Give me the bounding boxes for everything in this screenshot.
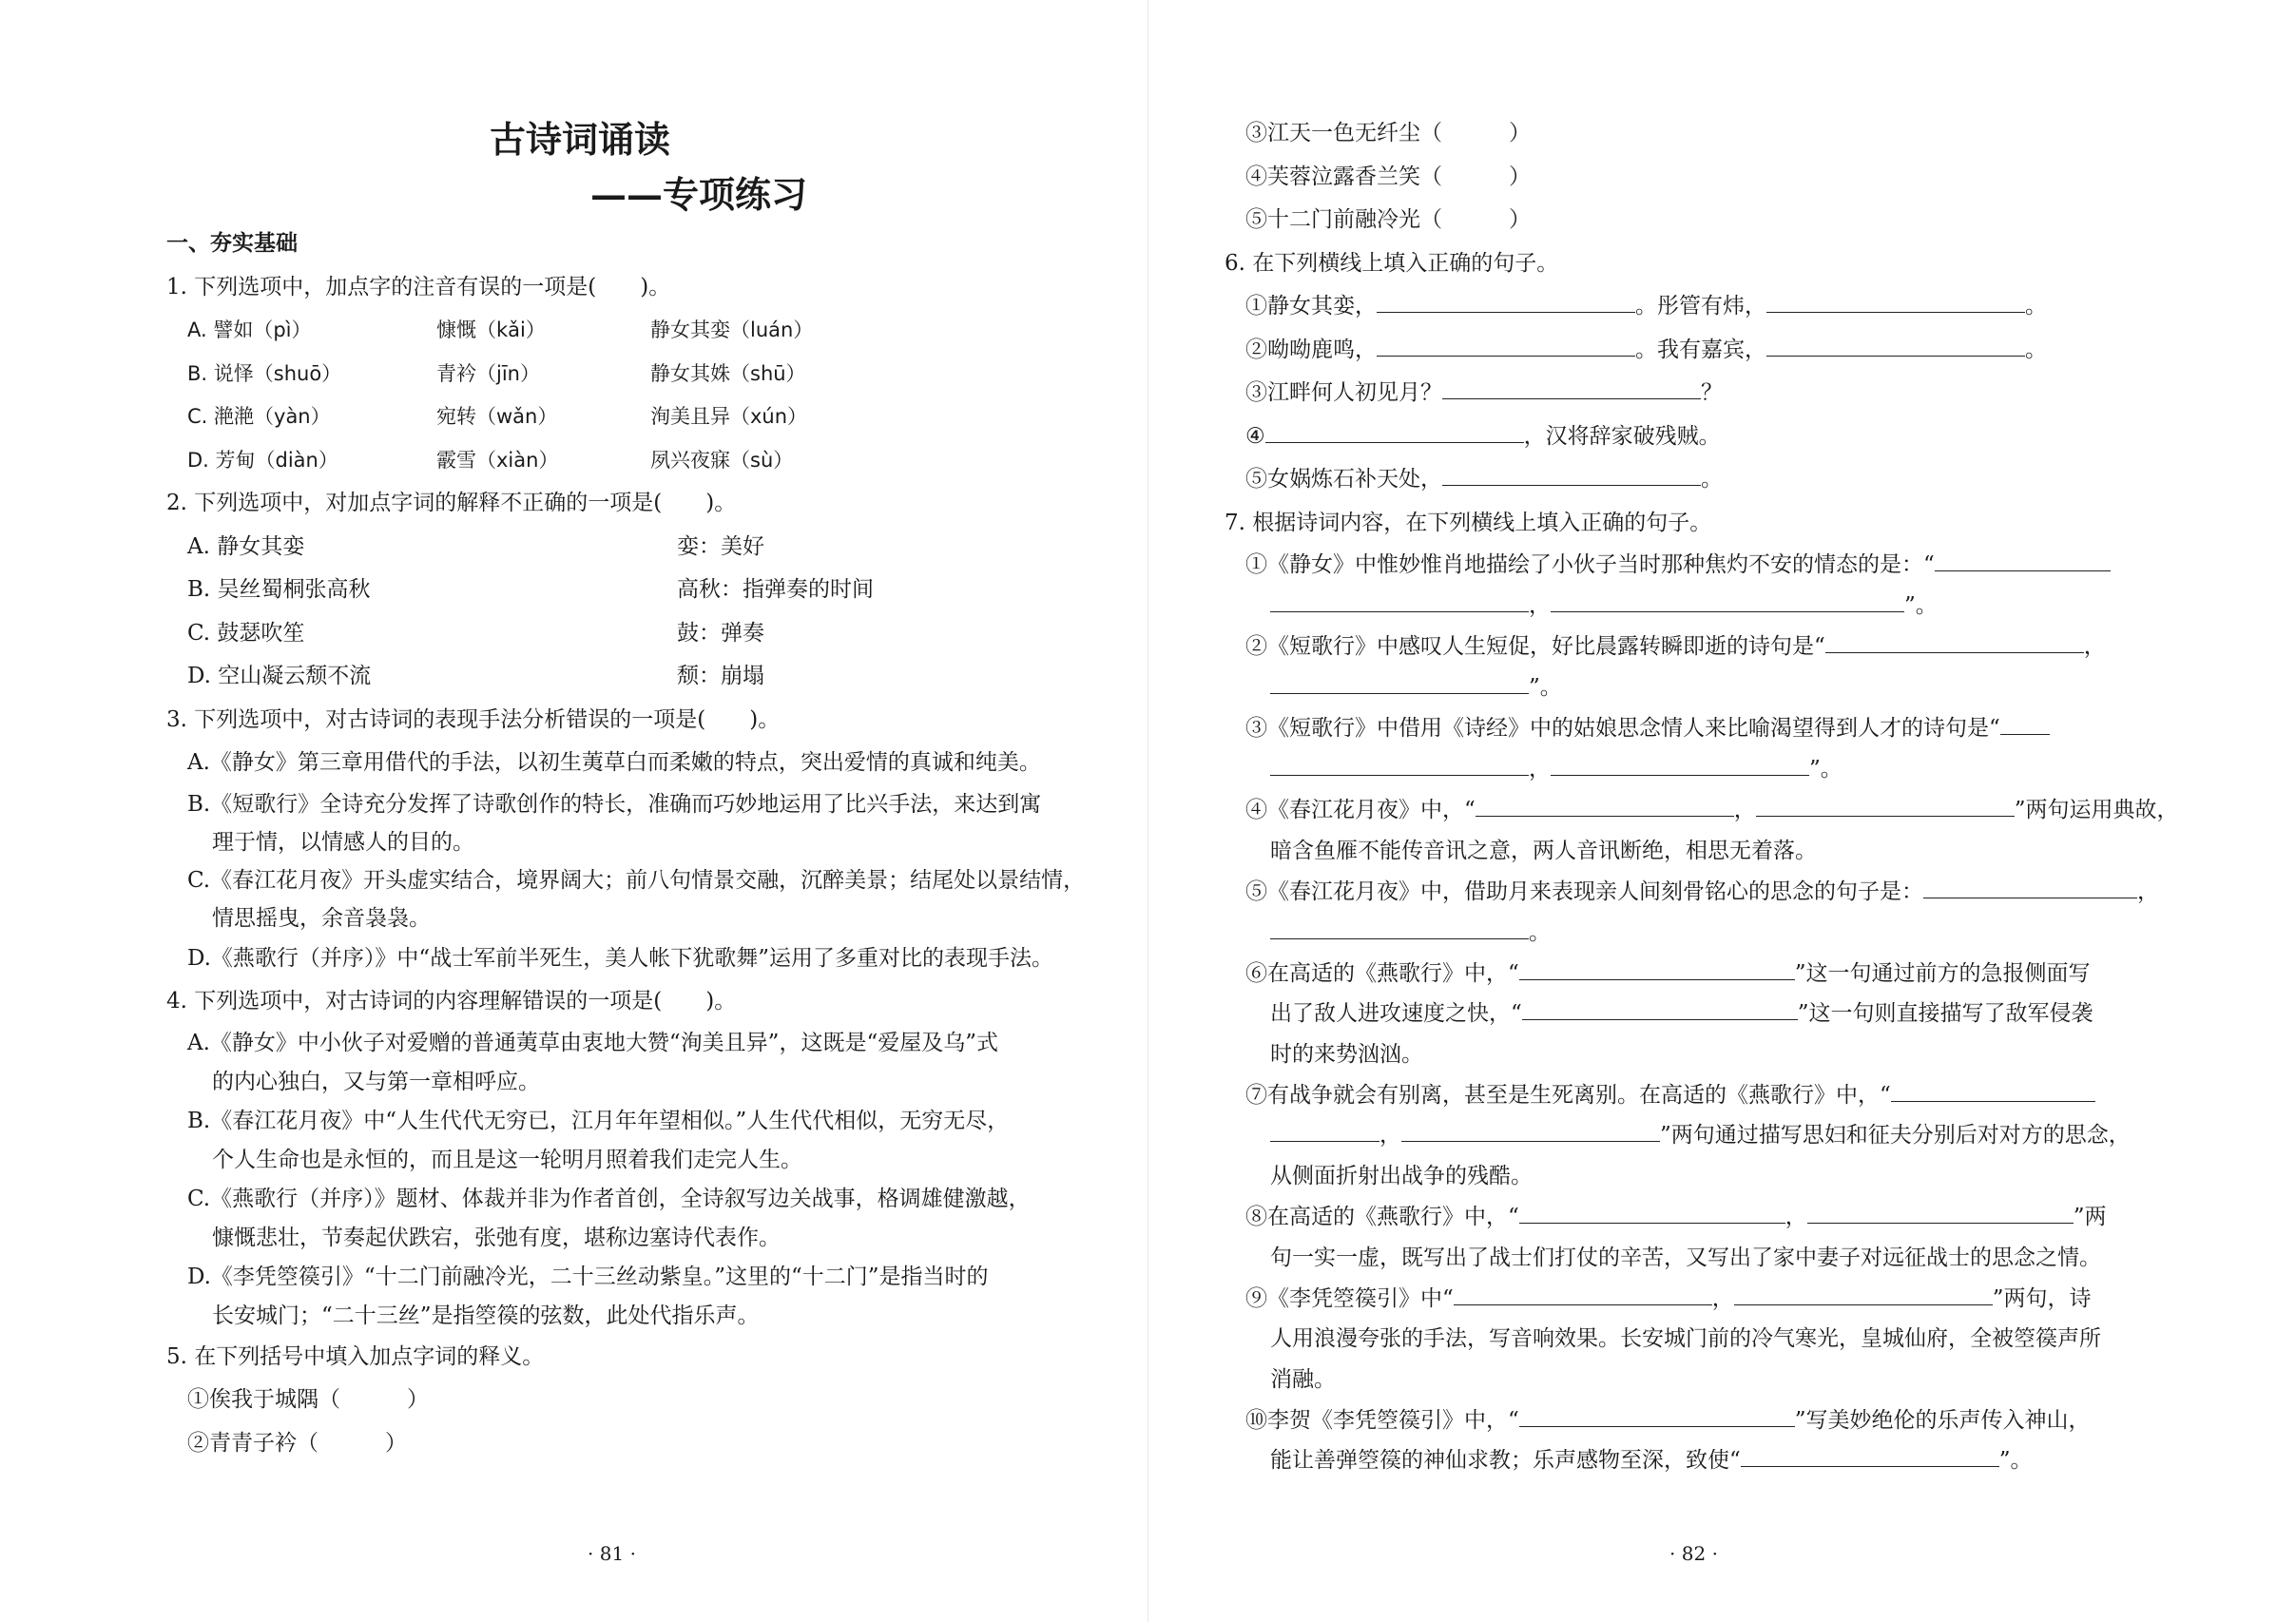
answer-blank[interactable] (1265, 419, 1524, 443)
answer-blank[interactable] (1935, 548, 2111, 571)
question-3-stem: 3. 下列选项中，对古诗词的表现手法分析错误的一项是( )。 (166, 706, 781, 732)
question-4-stem: 4. 下列选项中，对古诗词的内容理解错误的一项是( )。 (166, 989, 737, 1014)
answer-blank[interactable] (1807, 1200, 2074, 1224)
answer-blank[interactable] (1519, 956, 1795, 980)
question-7-item-7: ⑦有战争就会有别离，甚至是生死离别。在高适的《燕歌行》中，“ (1225, 1075, 2175, 1115)
page-number: · 82 · (1669, 1542, 1718, 1565)
question-3-option-b: B.《短歌行》全诗充分发挥了诗歌创作的特长，准确而巧妙地运用了比兴手法，来达到寓 (187, 791, 1042, 817)
question-7-item-3-cont: ， ”。 (1225, 748, 2175, 790)
question-4-option-c: C.《燕歌行（并序）》题材、体裁并非为作者首创，全诗叙写边关战事，格调雄健激越， (187, 1186, 1031, 1211)
page-subtitle: ——专项练习 (589, 173, 807, 216)
question-1-option-c: C. 滟滟（yàn） 宛转（wǎn） 洵美且异（xún） (187, 405, 808, 428)
question-2-option-d: D. 空山凝云颓不流 颓：崩塌 (187, 664, 764, 688)
question-3-option-c-cont: 情思摇曳，余音袅袅。 (212, 905, 431, 931)
question-7-item-1: ①《静女》中惟妙惟肖地描绘了小伙子当时那种焦灼不安的情态的是：“ (1225, 545, 2175, 585)
question-7-item-2-cont: ”。 (1225, 666, 2175, 708)
question-3-option-d: D.《燕歌行（并序）》中“战士军前半死生，美人帐下犹歌舞”运用了多重对比的表现手法。 (187, 945, 1053, 971)
question-2-option-a: A. 静女其娈 娈：美好 (187, 533, 764, 559)
question-4-option-d: D.《李凭箜篌引》“十二门前融冷光，二十三丝动紫皇。”这里的“十二门”是指当时的 (187, 1264, 989, 1289)
answer-blank[interactable] (1551, 589, 1904, 612)
answer-blank[interactable] (1270, 670, 1529, 694)
question-4-option-a: A.《静女》中小伙子对爱赠的普通荑草由衷地大赞“洵美且异”，这既是“爱屋及乌”式 (187, 1030, 998, 1055)
question-2-option-b: B. 吴丝蜀桐张高秋 高秋：指弹奏的时间 (187, 577, 874, 602)
question-7-item-4: ④《春江花月夜》中，“ ， ”两句运用典故， (1225, 790, 2175, 830)
question-6-item-3: ③江畔何人初见月？ ？ (1225, 372, 2175, 415)
answer-blank[interactable] (1270, 1118, 1380, 1142)
question-3-option-c: C.《春江花月夜》开头虚实结合，境界阔大；前八句情景交融，沉醉美景；结尾处以景结情， (187, 867, 1086, 893)
answer-blank[interactable] (1476, 793, 1734, 817)
question-5-item-5: ⑤十二门前融冷光（ ） (1245, 207, 1531, 232)
question-7-item-4-cont: 暗含鱼雁不能传音讯之意，两人音讯断绝，相思无着落。 (1270, 839, 1817, 863)
answer-blank[interactable] (1270, 916, 1529, 939)
question-6-stem: 6. 在下列横线上填入正确的句子。 (1225, 250, 1559, 276)
question-7-item-9: ⑨《李凭箜篌引》中“ ， ”两句，诗 (1225, 1279, 2175, 1319)
page-title: 古诗词诵读 (489, 118, 670, 161)
question-1-option-d: D. 芳甸（diàn） 霰雪（xiàn） 夙兴夜寐（sù） (187, 448, 794, 472)
question-5-item-4: ④芙蓉泣露香兰笑（ ） (1245, 164, 1531, 189)
question-7-item-9-cont2: 消融。 (1270, 1367, 1336, 1392)
question-6-item-4: ④ ，汉将辞家破残贼。 (1225, 415, 2175, 459)
question-7-stem: 7. 根据诗词内容，在下列横线上填入正确的句子。 (1225, 510, 1712, 535)
answer-blank[interactable] (1377, 333, 1635, 357)
question-4-option-a-cont: 的内心独白，又与第一章相呼应。 (212, 1069, 540, 1094)
question-7-item-9-cont: 人用浪漫夸张的手法，写音响效果。长安城门前的冷气寒光，皇城仙府，全被箜篌声所 (1270, 1326, 2101, 1351)
answer-blank[interactable] (1401, 1118, 1660, 1142)
question-2-option-c: C. 鼓瑟吹笙 鼓：弹奏 (187, 620, 764, 646)
left-column (166, 112, 1098, 1465)
answer-blank[interactable] (2000, 711, 2050, 735)
answer-blank[interactable] (1442, 462, 1701, 486)
answer-blank[interactable] (1891, 1078, 2095, 1102)
question-7-item-5: ⑤《春江花月夜》中，借助月来表现亲人间刻骨铭心的思念的句子是： ， (1225, 872, 2175, 912)
question-6-item-1: ①静女其娈， 。彤管有炜， 。 (1225, 285, 2175, 329)
question-1-option-a: A. 譬如（pì） 慷慨（kǎi） 静女其娈（luán） (187, 319, 814, 341)
question-6-item-5: ⑤女娲炼石补天处， 。 (1225, 458, 2175, 502)
answer-blank[interactable] (1825, 629, 2084, 653)
question-2-stem: 2. 下列选项中，对加点字词的解释不正确的一项是( )。 (166, 491, 737, 515)
question-7-item-8: ⑧在高适的《燕歌行》中，“ ， ”两 (1225, 1197, 2175, 1237)
answer-blank[interactable] (1923, 875, 2137, 898)
question-7-item-1-cont: ， ”。 (1225, 585, 2175, 627)
question-7-item-6-cont: 出了敌人进攻速度之快，“ ”这一句则直接描写了敌军侵袭 (1225, 994, 2175, 1033)
answer-blank[interactable] (1519, 1200, 1785, 1224)
question-4-option-b: B.《春江花月夜》中“人生代代无穷已，江月年年望相似。”人生代代相似，无穷无尽， (187, 1108, 1010, 1133)
question-5-item-1: ①俟我于城隅（ ） (187, 1387, 429, 1412)
answer-blank[interactable] (1766, 289, 2025, 313)
question-7-item-6-cont2: 时的来势汹汹。 (1270, 1042, 1423, 1067)
answer-blank[interactable] (1551, 752, 1809, 776)
page-number: · 81 · (588, 1542, 636, 1565)
question-7-item-10-cont: 能让善弹箜篌的神仙求教；乐声感物至深，致使“ ”。 (1225, 1440, 2175, 1480)
answer-blank[interactable] (1442, 376, 1701, 399)
answer-blank[interactable] (1766, 333, 2025, 357)
answer-blank[interactable] (1519, 1403, 1795, 1427)
question-3-option-b-cont: 理于情，以情感人的目的。 (212, 829, 474, 855)
question-7-item-2: ②《短歌行》中感叹人生短促，好比晨露转瞬即逝的诗句是“ ， (1225, 627, 2175, 666)
answer-blank[interactable] (1454, 1282, 1712, 1305)
question-7-item-8-cont: 句一实一虚，既写出了战士们打仗的辛苦，又写出了家中妻子对远征战士的思念之情。 (1270, 1245, 2101, 1270)
question-7-item-6: ⑥在高适的《燕歌行》中，“ ”这一句通过前方的急报侧面写 (1225, 954, 2175, 994)
question-1-option-b: B. 说怿（shuō） 青衿（jīn） 静女其姝（shū） (187, 361, 806, 385)
question-7-item-7-cont2: 从侧面折射出战争的残酷。 (1270, 1164, 1533, 1188)
question-5-item-2: ②青青子衿（ ） (187, 1430, 407, 1456)
question-7-item-10: ⑩李贺《李凭箜篌引》中，“ ”写美妙绝伦的乐声传入神山， (1225, 1400, 2175, 1440)
question-5-item-3: ③江天一色无纤尘（ ） (1245, 121, 1531, 145)
answer-blank[interactable] (1756, 793, 2015, 817)
question-7-item-3: ③《短歌行》中借用《诗经》中的姑娘思念情人来比喻渴望得到人才的诗句是“ (1225, 708, 2175, 748)
answer-blank[interactable] (1270, 589, 1529, 612)
answer-blank[interactable] (1522, 996, 1798, 1020)
question-4-option-b-cont: 个人生命也是永恒的，而且是这一轮明月照着我们走完人生。 (212, 1147, 802, 1172)
answer-blank[interactable] (1734, 1282, 1993, 1305)
question-1-stem: 1. 下列选项中，加点字的注音有误的一项是( )。 (166, 274, 671, 299)
section-heading: 一、夯实基础 (166, 231, 298, 256)
page-82 (1148, 0, 2296, 1622)
answer-blank[interactable] (1741, 1443, 1999, 1467)
question-6-item-2: ②呦呦鹿鸣， 。我有嘉宾， 。 (1225, 329, 2175, 373)
answer-blank[interactable] (1377, 289, 1635, 313)
question-4-option-d-cont: 长安城门；“二十三丝”是指箜篌的弦数，此处代指乐声。 (212, 1303, 760, 1328)
question-7-item-7-cont: ， ”两句通过描写思妇和征夫分别后对对方的思念， (1225, 1115, 2175, 1155)
answer-blank[interactable] (1270, 752, 1529, 776)
question-4-option-c-cont: 慷慨悲壮，节奏起伏跌宕，张弛有度，堪称边塞诗代表作。 (212, 1225, 781, 1250)
question-5-stem: 5. 在下列括号中填入加点字词的释义。 (166, 1343, 545, 1369)
question-7-item-5-cont: 。 (1225, 912, 2175, 954)
question-3-option-a: A.《静女》第三章用借代的手法，以初生荑草白而柔嫩的特点，突出爱情的真诚和纯美。 (187, 750, 1041, 775)
right-column (1225, 112, 2179, 1480)
